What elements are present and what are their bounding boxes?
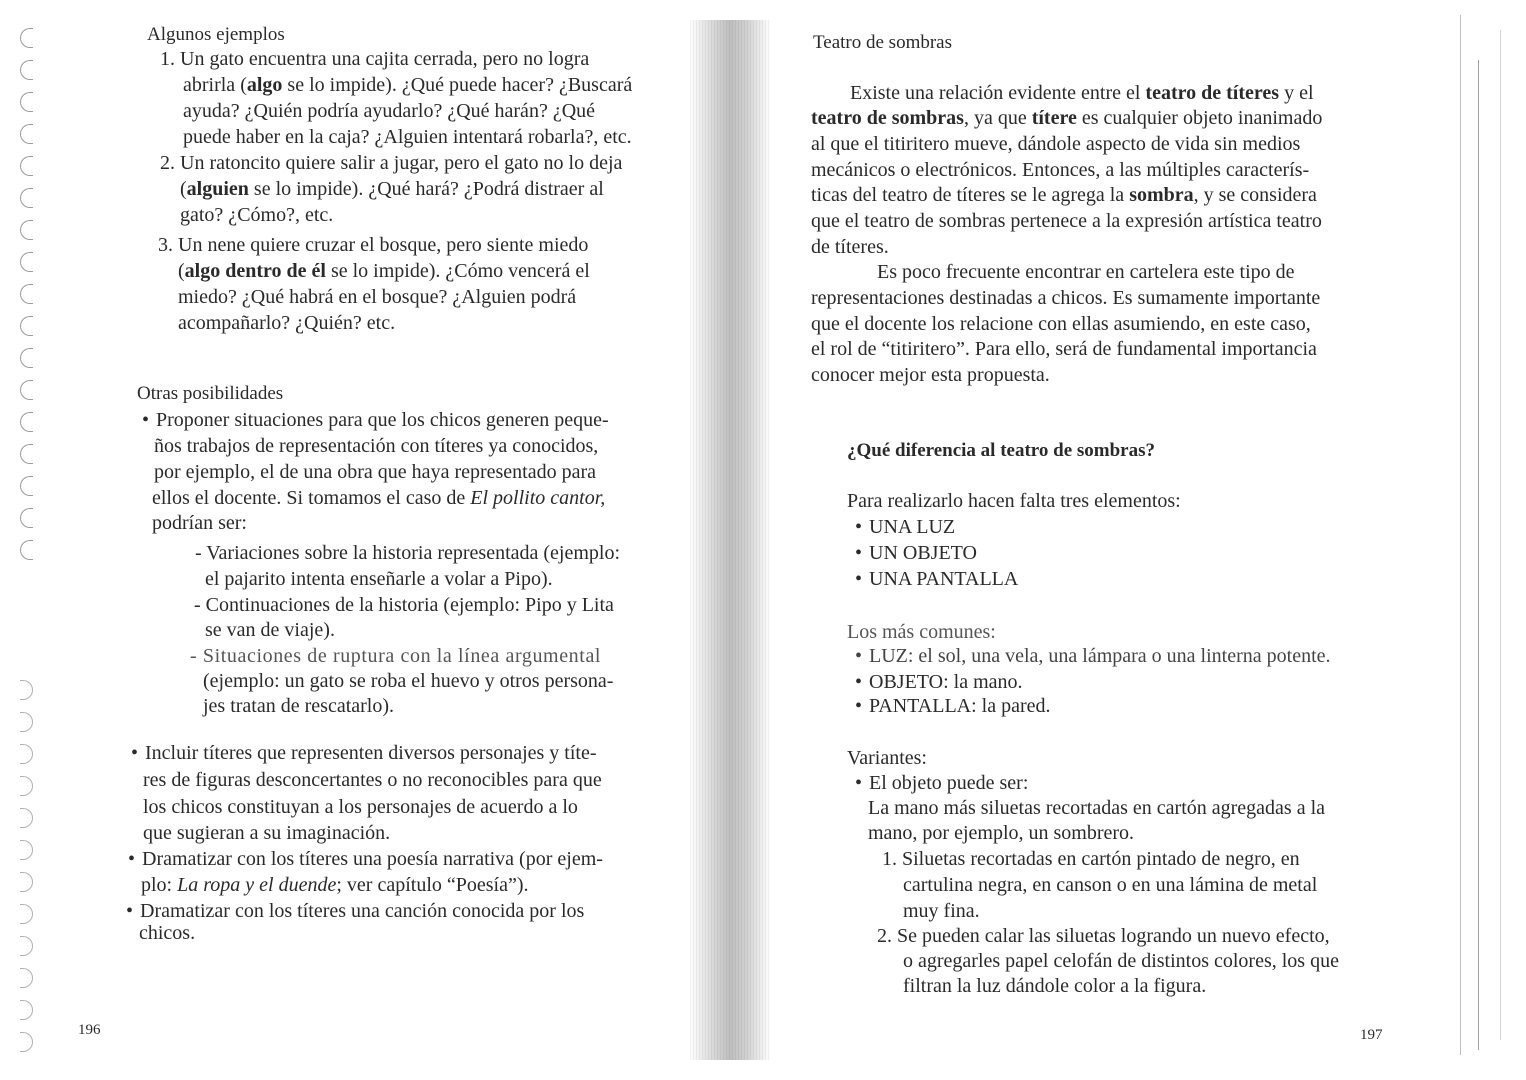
paragraph-2-line: representaciones destinadas a chicos. Es sumamente importante: [811, 287, 1321, 309]
bullet-proposal-line: podrían ser:: [152, 512, 247, 534]
paragraph-1-line: de títeres.: [811, 236, 889, 258]
bullet-icon: •: [855, 772, 863, 794]
bullet-dramatize-poem: • Dramatizar con los títeres una poesía narrativa (por ejem-: [128, 848, 603, 870]
paragraph-2-line: el rol de “titiritero”. Para ello, será de fundamental importancia: [811, 338, 1317, 360]
example-1: 1. Un gato encuentra una cajita cerrada, pero no logra: [160, 48, 590, 70]
example-1-line: abrirla (algo se lo impide). ¿Qué puede hacer? ¿Buscará: [183, 74, 633, 96]
bullet-include-puppets: • Incluir títeres que representen diversos personajes y títe-: [131, 742, 597, 764]
variant-item-line: filtran la luz dándole color a la figura.: [903, 975, 1207, 997]
variant-item-2: 2. Se pueden calar las siluetas logrando un nuevo efecto,: [877, 925, 1330, 947]
sub-item-variations: - Variaciones sobre la historia representada (ejemplo:: [195, 542, 621, 564]
page-number-right: 197: [1360, 1027, 1383, 1043]
variant-item-line: o agregarles papel celofán de distintos colores, los que: [903, 950, 1339, 972]
subheading-difference: ¿Qué diferencia al teatro de sombras?: [847, 440, 1156, 461]
variant-bullet: • El objeto puede ser:: [855, 772, 1029, 794]
sub-item-line: se van de viaje).: [205, 619, 335, 641]
paragraph-2: Es poco frecuente encontrar en cartelera este tipo de: [877, 261, 1295, 283]
variant-item-1: 1. Siluetas recortadas en cartón pintado de negro, en: [882, 848, 1300, 870]
example-3-line: acompañarlo? ¿Quién? etc.: [178, 312, 396, 334]
variant-item-line: cartulina negra, en canson o en una lámina de metal: [903, 874, 1318, 896]
left-page: [0, 0, 740, 1080]
paragraph-1: Existe una relación evidente entre el teatro de títeres y el: [850, 82, 1314, 104]
paragraph-1-line: ticas del teatro de títeres se le agrega la sombra, y se considera: [811, 184, 1317, 206]
bullet-proposal-line: ños trabajos de representación con títeres ya conocidos,: [154, 435, 599, 457]
bullet-icon: •: [855, 645, 863, 667]
paragraph-1-line: mecánicos o electrónicos. Entonces, a las múltiples caracterís-: [811, 159, 1310, 181]
bullet-icon: •: [855, 671, 863, 693]
variant-item-line: muy fina.: [903, 900, 980, 922]
bullet-proposal: • Proponer situaciones para que los chicos generen peque-: [142, 409, 609, 431]
example-3-line: miedo? ¿Qué habrá en el bosque? ¿Alguien podrá: [178, 286, 577, 308]
bullet-icon: •: [855, 568, 863, 590]
variant-text: La mano más siluetas recortadas en cartón agregadas a la: [868, 797, 1326, 819]
bullet-line: que sugieran a su imaginación.: [143, 822, 391, 844]
right-page: [760, 0, 1526, 1080]
heading-other-possibilities: Otras posibilidades: [137, 383, 284, 404]
paragraph-2-line: conocer mejor esta propuesta.: [811, 364, 1050, 386]
example-2-line: (alguien se lo impide). ¿Qué hará? ¿Podrá distraer al: [180, 178, 604, 200]
example-1-line: puede haber en la caja? ¿Alguien intentará robarla?, etc.: [183, 126, 632, 148]
sub-item-rupture: - Situaciones de ruptura con la línea argumental: [190, 645, 602, 667]
example-1-line: ayuda? ¿Quién podría ayudarlo? ¿Qué harán? ¿Qué: [183, 100, 596, 122]
elements-intro: Para realizarlo hacen falta tres elementos:: [847, 490, 1181, 512]
bullet-icon: •: [126, 900, 134, 922]
bullet-proposal-line: por ejemplo, el de una obra que haya representado para: [154, 461, 597, 483]
sub-item-line: jes tratan de rescatarlo).: [203, 695, 395, 717]
common-item: • OBJETO: la mano.: [855, 671, 1023, 693]
variant-text: mano, por ejemplo, un sombrero.: [868, 822, 1135, 844]
common-item: • PANTALLA: la pared.: [855, 695, 1051, 717]
sub-item-continuations: - Continuaciones de la historia (ejemplo: Pipo y Lita: [194, 594, 614, 616]
bullet-icon: •: [855, 516, 863, 538]
common-heading: Los más comunes:: [847, 621, 996, 643]
bullet-icon: •: [142, 409, 150, 431]
bullet-line: los chicos constituyan a los personajes de acuerdo a lo: [143, 796, 578, 818]
bullet-line: chicos.: [139, 922, 196, 944]
element-item: • UNA LUZ: [855, 516, 956, 538]
bullet-line: plo: La ropa y el duende; ver capítulo “Poesía”).: [141, 874, 529, 896]
common-item: • LUZ: el sol, una vela, una lámpara o una linterna potente.: [855, 645, 1331, 667]
page-number-left: 196: [78, 1022, 101, 1038]
bullet-dramatize-song: • Dramatizar con los títeres una canción conocida por los: [126, 900, 585, 922]
bullet-line: res de figuras desconcertantes o no reconocibles para que: [143, 769, 602, 791]
example-3-line: (algo dentro de él se lo impide). ¿Cómo vencerá el: [178, 260, 590, 282]
bullet-proposal-line: ellos el docente. Si tomamos el caso de El pollito cantor,: [152, 487, 606, 509]
paragraph-1-line: que el teatro de sombras pertenece a la expresión artística teatro: [811, 210, 1322, 232]
variants-heading: Variantes:: [847, 747, 927, 769]
paragraph-1-line: al que el titiritero mueve, dándole aspecto de vida sin medios: [811, 133, 1301, 155]
bullet-icon: •: [855, 542, 863, 564]
page-title: Teatro de sombras: [813, 32, 953, 53]
element-item: • UN OBJETO: [855, 542, 977, 564]
bullet-icon: •: [131, 742, 139, 764]
bullet-icon: •: [128, 848, 136, 870]
example-2-line: gato? ¿Cómo?, etc.: [180, 204, 334, 226]
bullet-icon: •: [855, 695, 863, 717]
sub-item-line: el pajarito intenta enseñarle a volar a Pipo).: [205, 568, 553, 590]
element-item: • UNA PANTALLA: [855, 568, 1019, 590]
paragraph-2-line: que el docente los relacione con ellas asumiendo, en este caso,: [811, 313, 1311, 335]
sub-item-line: (ejemplo: un gato se roba el huevo y otros persona-: [203, 670, 614, 692]
example-2: 2. Un ratoncito quiere salir a jugar, pero el gato no lo deja: [160, 152, 623, 174]
example-3: 3. Un nene quiere cruzar el bosque, pero siente miedo: [158, 234, 589, 256]
paragraph-1-line: teatro de sombras, ya que títere es cualquier objeto inanimado: [811, 107, 1323, 129]
heading-examples: Algunos ejemplos: [147, 24, 285, 45]
